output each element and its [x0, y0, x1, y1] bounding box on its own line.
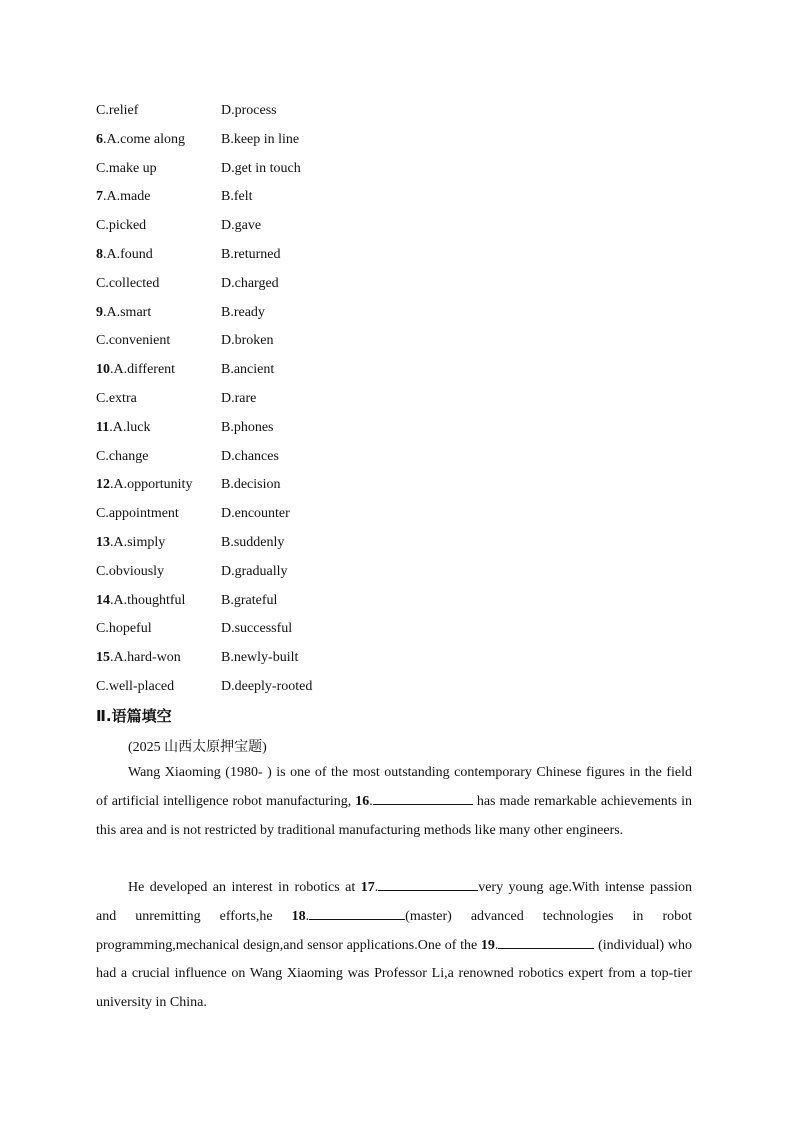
option-b-or-d: B.decision — [221, 477, 281, 493]
option-text: C.relief — [96, 103, 139, 118]
passage-text: (individual) who had a crucial influence on Wang Xiaoming was Professor Li,a renowned robotics expert from a top-tier university in China. — [96, 937, 692, 1011]
option-b-or-d: D.rare — [221, 391, 257, 406]
passage-text: very young age.With intense passion and unremitting efforts,he — [96, 880, 692, 924]
question-number: 14 — [96, 592, 110, 608]
option-text: C.make up — [96, 160, 157, 176]
option-b-or-d: D.charged — [221, 275, 279, 291]
passage-text: (master) advanced technologies in robot programming,mechanical design,and sensor applications.One of the — [96, 908, 692, 953]
question-number: 9 — [96, 304, 103, 320]
option-a-or-c — [96, 475, 192, 495]
option-a-or-c — [96, 389, 137, 409]
option-text: .A.come along — [103, 131, 186, 147]
option-text: C.obviously — [96, 563, 165, 579]
option-b-or-d: B.felt — [221, 189, 253, 205]
option-b-or-d: D.chances — [221, 448, 279, 464]
option-b-or-d: D.get in touch — [221, 160, 301, 176]
blank-19[interactable] — [498, 934, 594, 949]
question-number: 8 — [96, 247, 103, 262]
blank-number-16: 16 — [355, 793, 370, 809]
option-text: C.well-placed — [96, 679, 175, 694]
option-a-or-c — [96, 447, 148, 467]
option-a-or-c — [96, 619, 152, 639]
option-b-or-d: B.phones — [221, 419, 274, 435]
question-number: 12 — [96, 477, 110, 493]
question-source: (2025 山西太原押宝题) — [128, 740, 267, 755]
blank-number-17: 17 — [360, 880, 375, 895]
option-a-or-c — [96, 216, 146, 236]
option-a-or-c — [96, 677, 174, 697]
option-a-or-c — [96, 360, 175, 380]
option-b-or-d: D.successful — [221, 621, 293, 637]
question-number: 13 — [96, 535, 110, 550]
question-number: 6 — [96, 131, 103, 147]
option-text: .A.found — [103, 247, 153, 262]
option-b-or-d: D.broken — [221, 333, 274, 349]
passage-text: has made remarkable achievements in this area and is not restricted by traditional manufacturing methods like many other engineers. — [96, 793, 692, 838]
blank-17[interactable] — [378, 876, 478, 891]
option-b-or-d: B.suddenly — [221, 535, 285, 550]
section-heading: Ⅱ.语篇填空 — [96, 707, 172, 725]
option-text: C.picked — [96, 218, 147, 234]
option-a-or-c — [96, 130, 185, 150]
option-a-or-c — [96, 331, 170, 351]
option-b-or-d: B.newly-built — [221, 650, 299, 666]
option-b-or-d: B.grateful — [221, 592, 278, 608]
passage-text: He developed an interest in robotics at — [128, 880, 361, 895]
option-text: .A.opportunity — [110, 477, 193, 493]
option-b-or-d: D.process — [221, 103, 277, 118]
blank-number-19: 19 — [480, 937, 495, 953]
option-text: C.change — [96, 448, 149, 464]
option-a-or-c — [96, 648, 181, 668]
option-text: .A.different — [110, 362, 176, 378]
option-text: .A.hard-won — [110, 650, 181, 666]
option-a-or-c — [96, 245, 153, 265]
option-a-or-c — [96, 562, 164, 582]
option-b-or-d: D.deeply-rooted — [221, 679, 313, 694]
option-text: .A.luck — [109, 419, 151, 435]
option-b-or-d: B.keep in line — [221, 131, 300, 147]
option-text: C.convenient — [96, 333, 171, 349]
option-b-or-d: B.ready — [221, 304, 265, 320]
option-a-or-c — [96, 418, 150, 438]
question-number: 15 — [96, 650, 110, 666]
passage-paragraph-1: Wang Xiaoming (1980- ) is one of the most outstanding contemporary Chinese figures in the field of artificial intelligence robot manufacturing, 16. has made remarkable achievements in this area and is not restricted by traditional manufacturing methods like many other engineers. — [96, 765, 692, 838]
blank-16[interactable] — [373, 790, 473, 805]
option-b-or-d: D.gradually — [221, 563, 288, 579]
option-a-or-c — [96, 533, 165, 553]
option-a-or-c — [96, 504, 179, 524]
option-text: .A.thoughtful — [110, 592, 186, 608]
option-text: C.appointment — [96, 506, 179, 522]
question-number: 7 — [96, 189, 103, 205]
passage-paragraph-2: He developed an interest in robotics at 17. very young age.With intense passion and unremitting efforts,he 18. (master) advanced technologies in robot programming,mechanical design,and sensor applications.One of the 19. (individual) who had a crucial influence on Wang Xiaoming was Professor Li,a renowned robotics expert from a top-tier university in China. — [96, 874, 692, 1018]
option-text: C.extra — [96, 391, 137, 406]
blank-18[interactable] — [309, 905, 405, 920]
option-a-or-c — [96, 274, 159, 294]
option-a-or-c — [96, 159, 157, 179]
question-number: 10 — [96, 362, 110, 378]
passage-text: Wang Xiaoming (1980- ) is one of the most outstanding contemporary Chinese figures in the field of artificial intelligence robot manufacturing, — [96, 765, 692, 809]
option-b-or-d: D.encounter — [221, 506, 290, 522]
question-number: 11 — [96, 419, 110, 435]
option-b-or-d: D.gave — [221, 218, 262, 234]
option-b-or-d: B.returned — [221, 247, 281, 262]
option-b-or-d: B.ancient — [221, 362, 275, 378]
option-a-or-c — [96, 101, 138, 121]
option-a-or-c — [96, 187, 150, 207]
blank-number-18: 18 — [291, 908, 306, 924]
option-text: C.hopeful — [96, 621, 152, 637]
option-text: .A.smart — [103, 304, 152, 320]
option-a-or-c — [96, 591, 185, 611]
option-text: C.collected — [96, 275, 160, 291]
option-a-or-c — [96, 303, 151, 323]
option-text: .A.made — [103, 189, 151, 205]
option-text: .A.simply — [110, 535, 166, 550]
